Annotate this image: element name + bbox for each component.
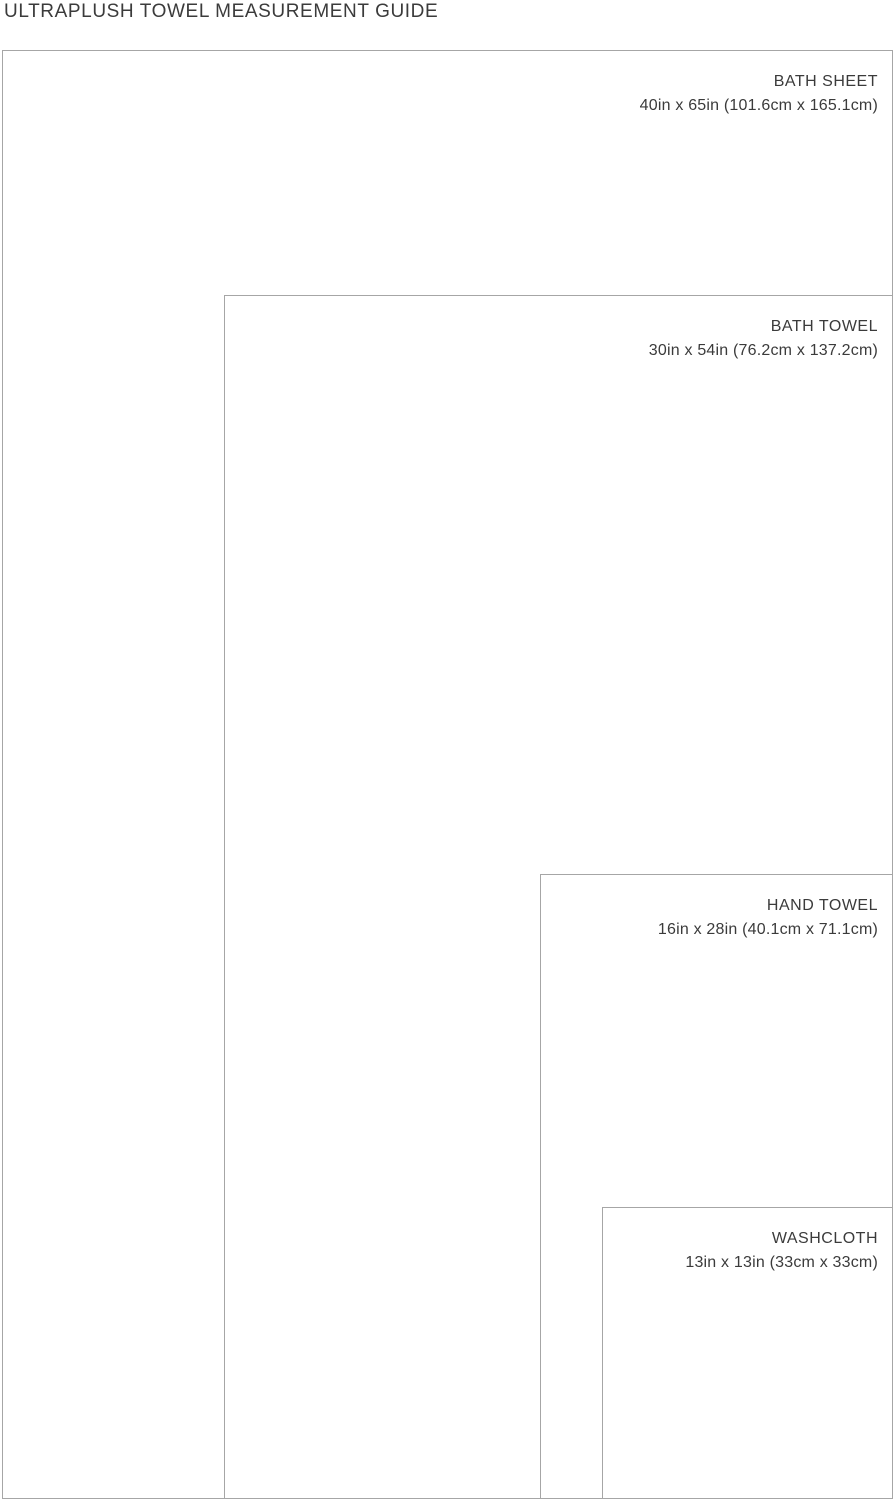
towel-dimensions: 16in x 28in (40.1cm x 71.1cm) [657,921,878,938]
towel-name: WASHCLOTH [771,1230,878,1247]
towel-dimensions: 40in x 65in (101.6cm x 165.1cm) [639,97,878,114]
towel-rect-washcloth [602,1207,893,1499]
towel-label-washcloth [685,1229,878,1272]
towel-label-hand-towel [658,896,878,939]
towel-name: BATH TOWEL [770,318,878,335]
towel-name: HAND TOWEL [766,897,878,914]
page-title: ULTRAPLUSH TOWEL MEASUREMENT GUIDE [4,1,439,22]
towel-label-bath-towel [649,317,878,360]
towel-dimensions: 30in x 54in (76.2cm x 137.2cm) [648,342,878,359]
towel-dimensions: 13in x 13in (33cm x 33cm) [685,1254,878,1271]
towel-label-bath-sheet [640,72,878,115]
towel-name: BATH SHEET [773,73,878,90]
